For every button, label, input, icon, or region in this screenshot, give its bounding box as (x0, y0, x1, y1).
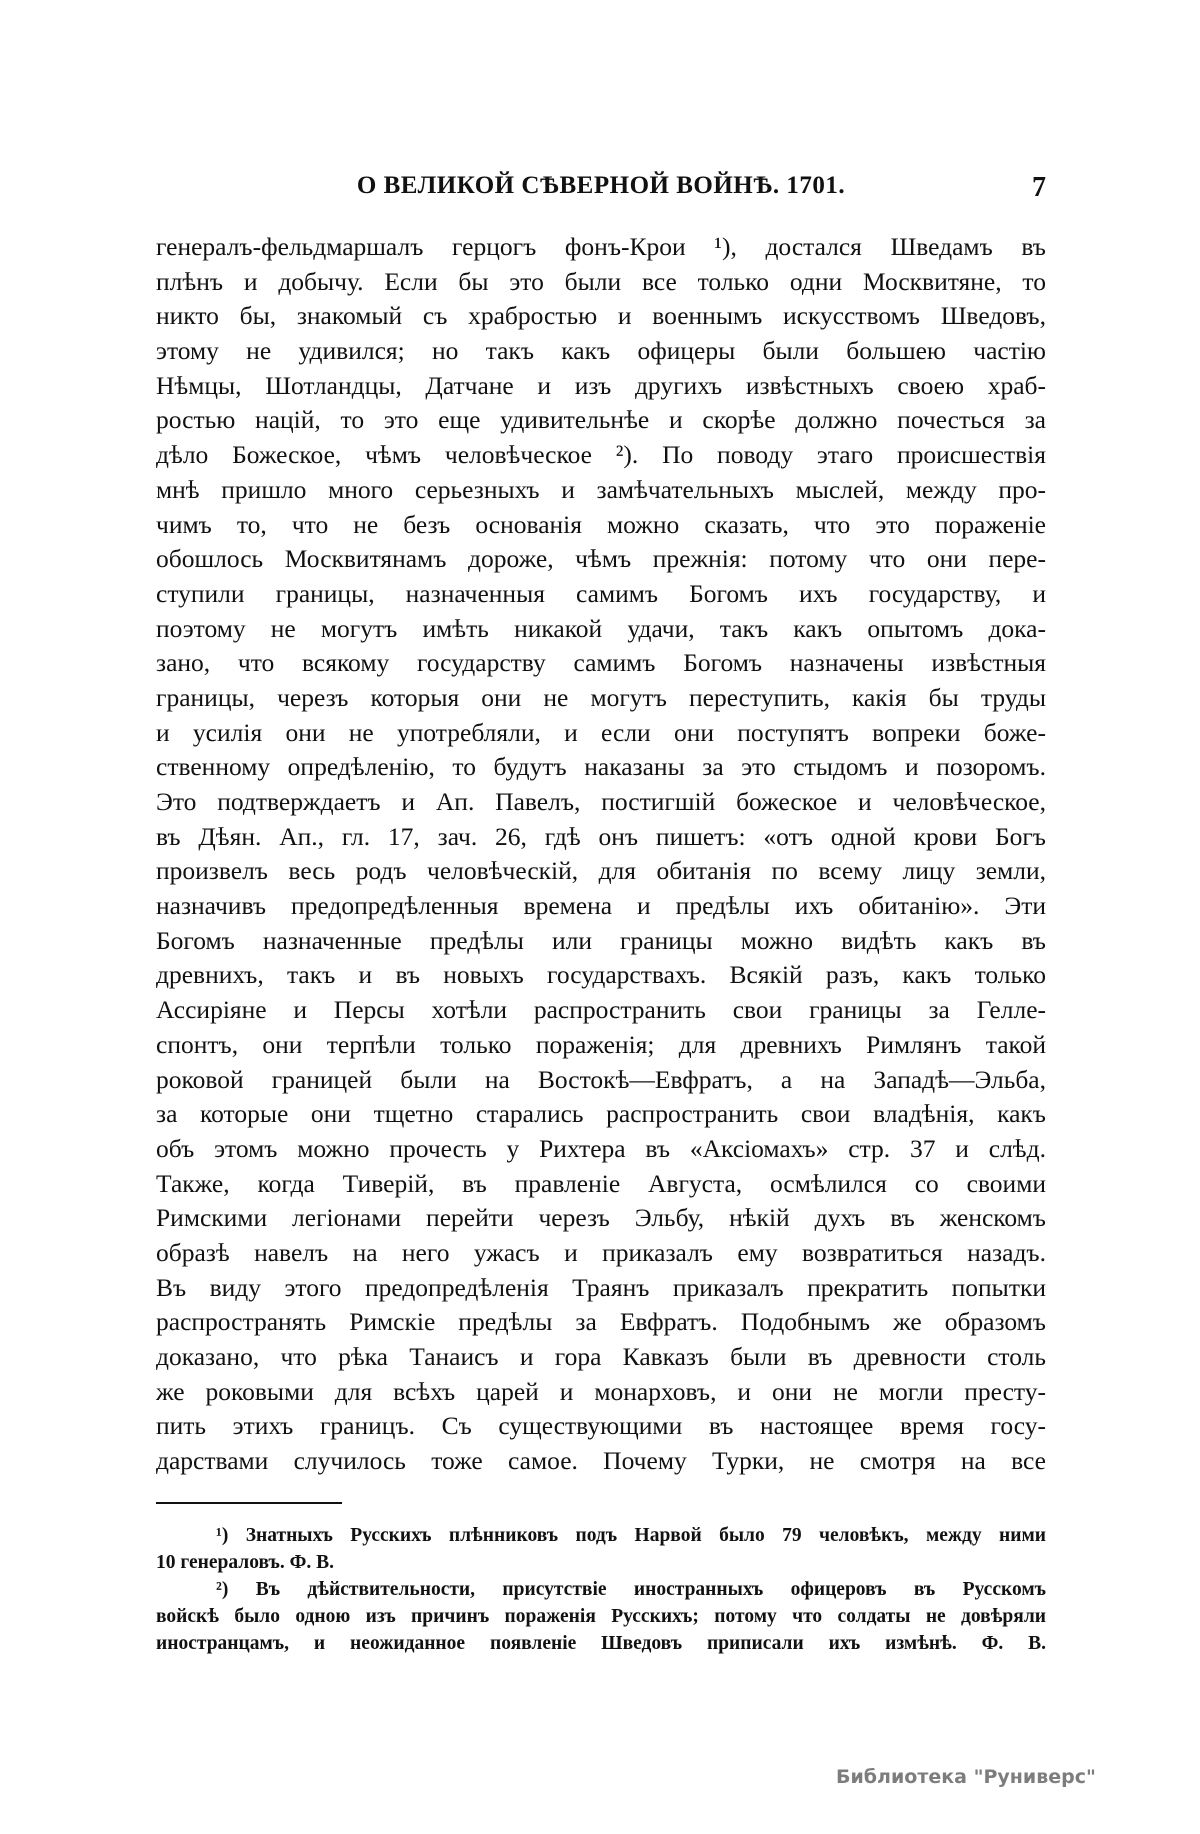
text-line: и усилія они не употребляли, и если они поступятъ вопреки боже- (156, 717, 1046, 747)
text-line: Также, когда Тиверій, въ правленіе Августа, осмѣлился со своими (156, 1168, 1046, 1198)
footnote-line: ¹) Знатныхъ Русскихъ плѣнниковъ подъ Нарвой было 79 человѣкъ, между ними (216, 1525, 1046, 1546)
text-line: пить этихъ границъ. Съ существующими въ настоящее время госу- (156, 1411, 1046, 1441)
text-line: поэтому не могутъ имѣть никакой удачи, такъ какъ опытомъ дока- (156, 613, 1046, 643)
text-line: плѣнъ и добычу. Если бы это были все только одни Москвитяне, то (156, 266, 1046, 296)
text-line: распространять Римскіе предѣлы за Евфратъ. Подобнымъ же образомъ (156, 1307, 1046, 1337)
page-number: 7 (1032, 172, 1046, 203)
text-line: Богомъ назначенные предѣлы или границы можно видѣть какъ въ (156, 925, 1046, 955)
text-line: генералъ-фельдмаршалъ герцогъ фонъ-Крои ¹), достался Шведамъ въ (156, 232, 1046, 261)
text-line: древнихъ, такъ и въ новыхъ государствахъ. Всякій разъ, какъ только (156, 960, 1046, 990)
footnotes (156, 1522, 1046, 1657)
running-head-title: О ВЕЛИКОЙ СѢВЕРНОЙ ВОЙНѢ. 1701. (356, 172, 846, 199)
text-line: никто бы, знакомый съ храбростью и военнымъ искусствомъ Шведовъ, (156, 301, 1046, 331)
text-line: мнѣ пришло много серьезныхъ и замѣчательныхъ мыслей, между про- (156, 474, 1046, 504)
text-line: чимъ то, что не безъ основанія можно сказать, что это пораженіе (156, 509, 1046, 539)
text-line: же роковыми для всѣхъ царей и монарховъ, и они не могли престу- (156, 1376, 1046, 1406)
text-line: обошлось Москвитянамъ дороже, чѣмъ прежнія: потому что они пере- (156, 544, 1046, 574)
body-text (156, 230, 1046, 1479)
footnote-line: войскѣ было одною изъ причинъ пораженія Русскихъ; потому что солдаты не довѣряли (156, 1606, 1046, 1627)
text-line: Это подтверждаетъ и Ап. Павелъ, постигшій божеское и человѣческое, (156, 787, 1046, 816)
text-line: Римскими легіонами перейти черезъ Эльбу, нѣкій духъ въ женскомъ (156, 1203, 1046, 1233)
text-line: произвелъ весь родъ человѣческій, для обитанія по всему лицу земли, (156, 856, 1046, 886)
text-line: Нѣмцы, Шотландцы, Датчане и изъ другихъ извѣстныхъ своею храб- (156, 370, 1046, 400)
text-line: ственному опредѣленію, то будутъ наказаны за это стыдомъ и позоромъ. (156, 752, 1046, 782)
footnote-separator (156, 1502, 342, 1504)
text-line: ступили границы, назначенныя самимъ Богомъ ихъ государству, и (156, 578, 1046, 608)
text-line: этому не удивился; но такъ какъ офицеры были большею частію (156, 336, 1046, 366)
text-line: объ этомъ можно прочесть у Рихтера въ «Аксіомахъ» стр. 37 и слѣд. (156, 1133, 1046, 1163)
text-line: границы, черезъ которыя они не могутъ переступить, какія бы труды (156, 682, 1046, 712)
text-line: назначивъ предопредѣленныя времена и предѣлы ихъ обитанію». Эти (156, 891, 1046, 921)
text-line: Ассиріяне и Персы хотѣли распространить свои границы за Гелле- (156, 995, 1046, 1025)
text-line: ростью націй, то это еще удивительнѣе и скорѣе должно почесться за (156, 405, 1046, 435)
library-watermark: Библиотека "Руниверс" (836, 1766, 1096, 1788)
running-head (156, 172, 1046, 208)
footnote-line: 10 генераловъ. Ф. В. (156, 1552, 335, 1573)
text-line: дарствами случилось тоже самое. Почему Турки, не смотря на все (156, 1446, 1046, 1476)
text-line: Въ виду этого предопредѣленія Траянъ приказалъ прекратить попытки (156, 1272, 1046, 1302)
text-line: дѣло Божеское, чѣмъ человѣческое ²). По поводу этаго происшествія (156, 440, 1046, 470)
text-line: за которые они тщетно старались распространить свои владѣнія, какъ (156, 1099, 1046, 1129)
text-line: доказано, что рѣка Танаисъ и гора Кавказъ были въ древности столь (156, 1342, 1046, 1371)
text-line: зано, что всякому государству самимъ Богомъ назначены извѣстныя (156, 648, 1046, 678)
text-line: спонтъ, они терпѣли только пораженія; для древнихъ Римлянъ такой (156, 1029, 1046, 1059)
footnote-line: ²) Въ дѣйствительности, присутствіе иностранныхъ офицеровъ въ Русскомъ (216, 1579, 1046, 1600)
text-line: роковой границей были на Востокѣ—Евфратъ, а на Западѣ—Эльба, (156, 1064, 1046, 1094)
text-line: образѣ навелъ на него ужасъ и приказалъ ему возвратиться назадъ. (156, 1237, 1046, 1267)
footnote-line: иностранцамъ, и неожиданное появленіе Шведовъ приписали ихъ измѣнѣ. Ф. В. (156, 1633, 1046, 1654)
text-line: въ Дѣян. Ап., гл. 17, зач. 26, гдѣ онъ пишетъ: «отъ одной крови Богъ (156, 821, 1046, 851)
